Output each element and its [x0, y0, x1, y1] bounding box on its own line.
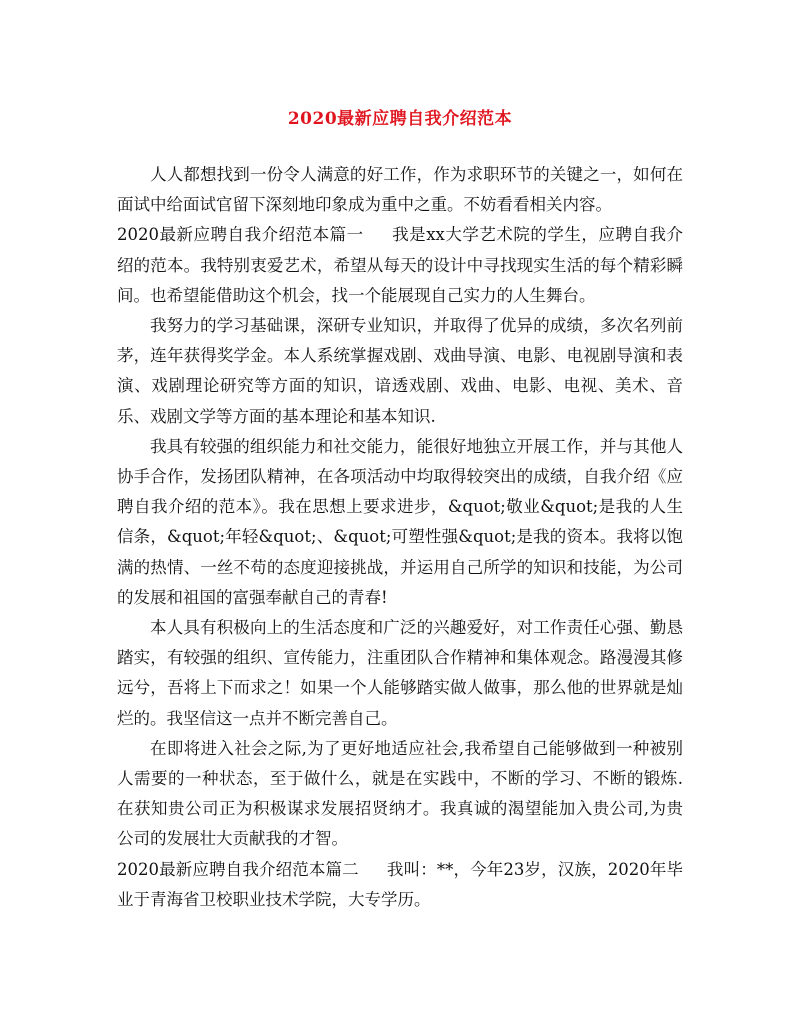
document-body [117, 160, 683, 915]
section-1-paragraph-2: 我努力的学习基础课，深研专业知识，并取得了优异的成绩，多次名列前茅，连年获得奖学金。本人系统掌握戏剧、戏曲导演、电影、电视剧导演和表演、戏剧理论研究等方面的知识，谙透戏剧、戏曲、电影、电视、美术、音乐、戏剧文学等方面的基本理论和基本知识. [117, 316, 683, 426]
section-1-paragraph [117, 220, 683, 311]
section-1-paragraph-4: 本人具有积极向上的生活态度和广泛的兴趣爱好，对工作责任心强、勤恳踏实，有较强的组织、宣传能力，注重团队合作精神和集体观念。路漫漫其修远兮，吾将上下而求之！如果一个人能够踏实做人做事，那么他的世界就是灿烂的。我坚信这一点并不断完善自己。 [117, 618, 683, 728]
section-1-heading: 2020最新应聘自我介绍范本篇一 [117, 225, 364, 245]
section-2-heading: 2020最新应聘自我介绍范本篇二 [117, 859, 359, 879]
intro-paragraph: 人人都想找到一份令人满意的好工作，作为求职环节的关键之一，如何在面试中给面试官留下深刻地印象成为重中之重。不妨看看相关内容。 [117, 165, 683, 215]
section-1-lead: 我是xx大学艺术院的学生，应聘自我介绍的范本。我特别衷爱艺术，希望从每天的设计中寻找现实生活的每个精彩瞬间。也希望能借助这个机会，找一个能展现自己实力的人生舞台。 [117, 225, 683, 305]
section-1-paragraph-3: 我具有较强的组织能力和社交能力，能很好地独立开展工作，并与其他人协手合作，发扬团队精神，在各项活动中均取得较突出的成绩，自我介绍《应聘自我介绍的范本》。我在思想上要求进步，&quot;敬业&quot;是我的人生信条，&quot;年轻&quot;、&quot;可塑性强&quot;是我的资本。我将以饱满的热情、一丝不苟的态度迎接挑战，并运用自己所学的知识和技能，为公司的发展和祖国的富强奉献自己的青春! [117, 436, 683, 607]
section-2-lead: 我叫：**，今年23岁，汉族，2020年毕业于青海省卫校职业技术学院，大专学历。 [117, 859, 683, 909]
section-1-paragraph-5: 在即将进入社会之际,为了更好地适应社会,我希望自己能够做到一种被别人需要的一种状态，至于做什么，就是在实践中，不断的学习、不断的锻炼.在获知贵公司正为积极谋求发展招贤纳才。我真诚的渴望能加入贵公司,为贵公司的发展壮大贡献我的才智。 [117, 738, 683, 849]
document-title: 2020最新应聘自我介绍范本 [287, 109, 513, 129]
section-2-paragraph [117, 855, 683, 915]
